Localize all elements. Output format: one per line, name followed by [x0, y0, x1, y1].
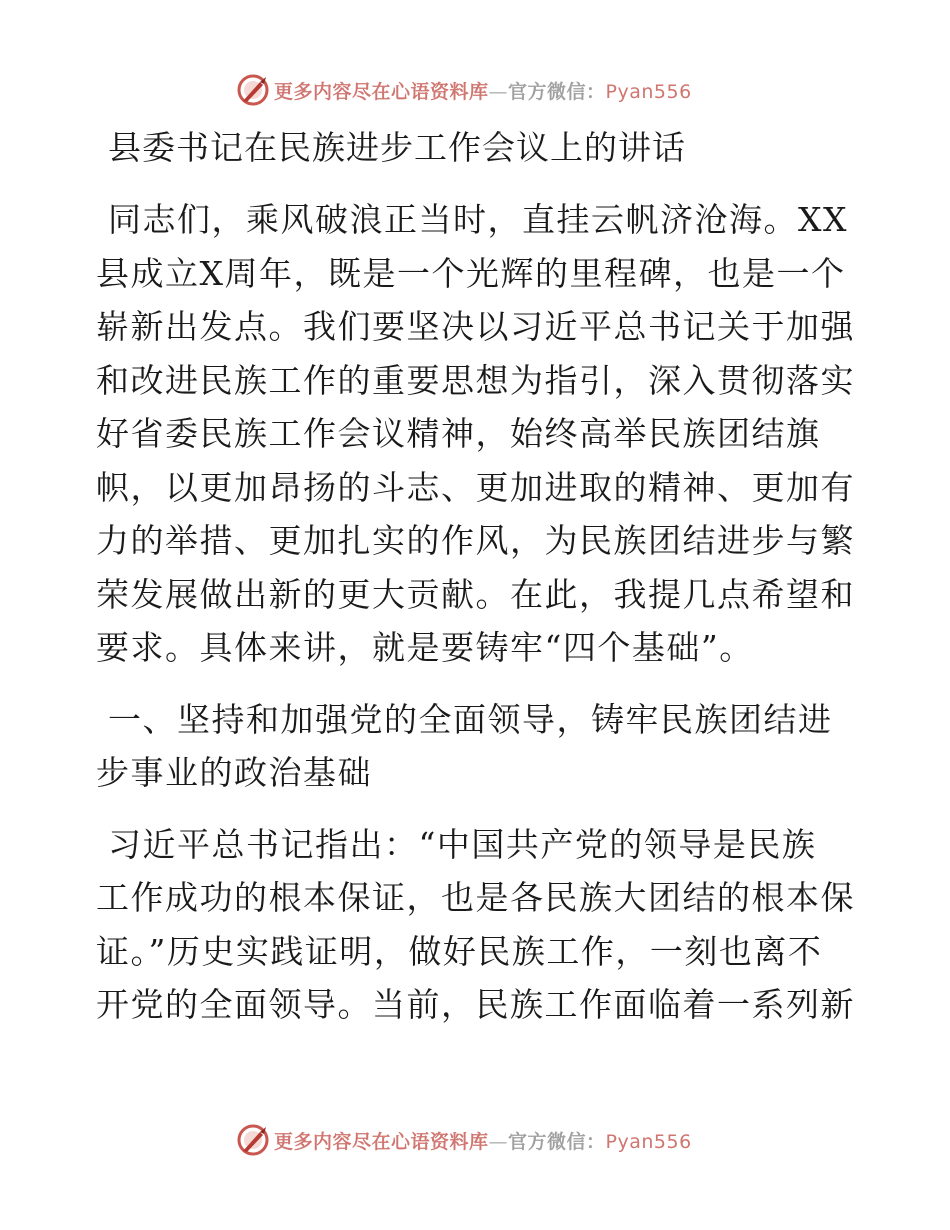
paragraph-intro — [96, 193, 856, 675]
watermark-text: 更多内容尽在心语资料库—官方微信：Pyan556 — [274, 1130, 692, 1153]
text-line: 工作成功的根本保证，也是各民族大团结的根本保 — [96, 878, 855, 917]
text-line: 习近平总书记指出：“中国共产党的领导是民族 — [108, 824, 817, 864]
document-title: 县委书记在民族进步工作会议上的讲话 — [108, 128, 686, 167]
footer-watermark — [236, 1123, 692, 1157]
watermark-text: 更多内容尽在心语资料库—官方微信：Pyan556 — [274, 80, 692, 103]
section-heading-1 — [96, 693, 856, 800]
text-line: 开党的全面领导。当前，民族工作面临着一系列新 — [96, 985, 855, 1024]
heading-line: 一、坚持和加强党的全面领导，铸牢民族团结进 — [108, 699, 833, 739]
text-line: 帜，以更加昂扬的斗志、更加进取的精神、更加有 — [96, 467, 855, 507]
text-line: 荣发展做出新的更大贡献。在此，我提几点希望和 — [96, 574, 855, 614]
document-body — [96, 124, 856, 1032]
text-line: 好省委民族工作会议精神，始终高举民族团结旗 — [96, 414, 821, 453]
text-line: 同志们，乘风破浪正当时，直挂云帆济沧海。XX — [108, 200, 848, 239]
paragraph-section-1 — [96, 818, 856, 1032]
heading-line: 步事业的政治基础 — [96, 753, 372, 792]
text-line: 证。”历史实践证明，做好民族工作，一刻也离不 — [96, 931, 823, 971]
text-line: 崭新出发点。我们要坚决以习近平总书记关于加强 — [96, 307, 855, 346]
quill-logo-icon — [236, 1123, 270, 1157]
text-line: 和改进民族工作的重要思想为指引，深入贯彻落实 — [96, 360, 855, 400]
text-line: 要求。具体来讲，就是要铸牢“四个基础”。 — [96, 628, 754, 667]
quill-logo-icon — [236, 73, 270, 107]
text-line: 力的举措、更加扎实的作风，为民族团结进步与繁 — [96, 521, 855, 560]
header-watermark — [236, 73, 692, 107]
text-line: 县成立X周年，既是一个光辉的里程碑，也是一个 — [96, 253, 846, 293]
